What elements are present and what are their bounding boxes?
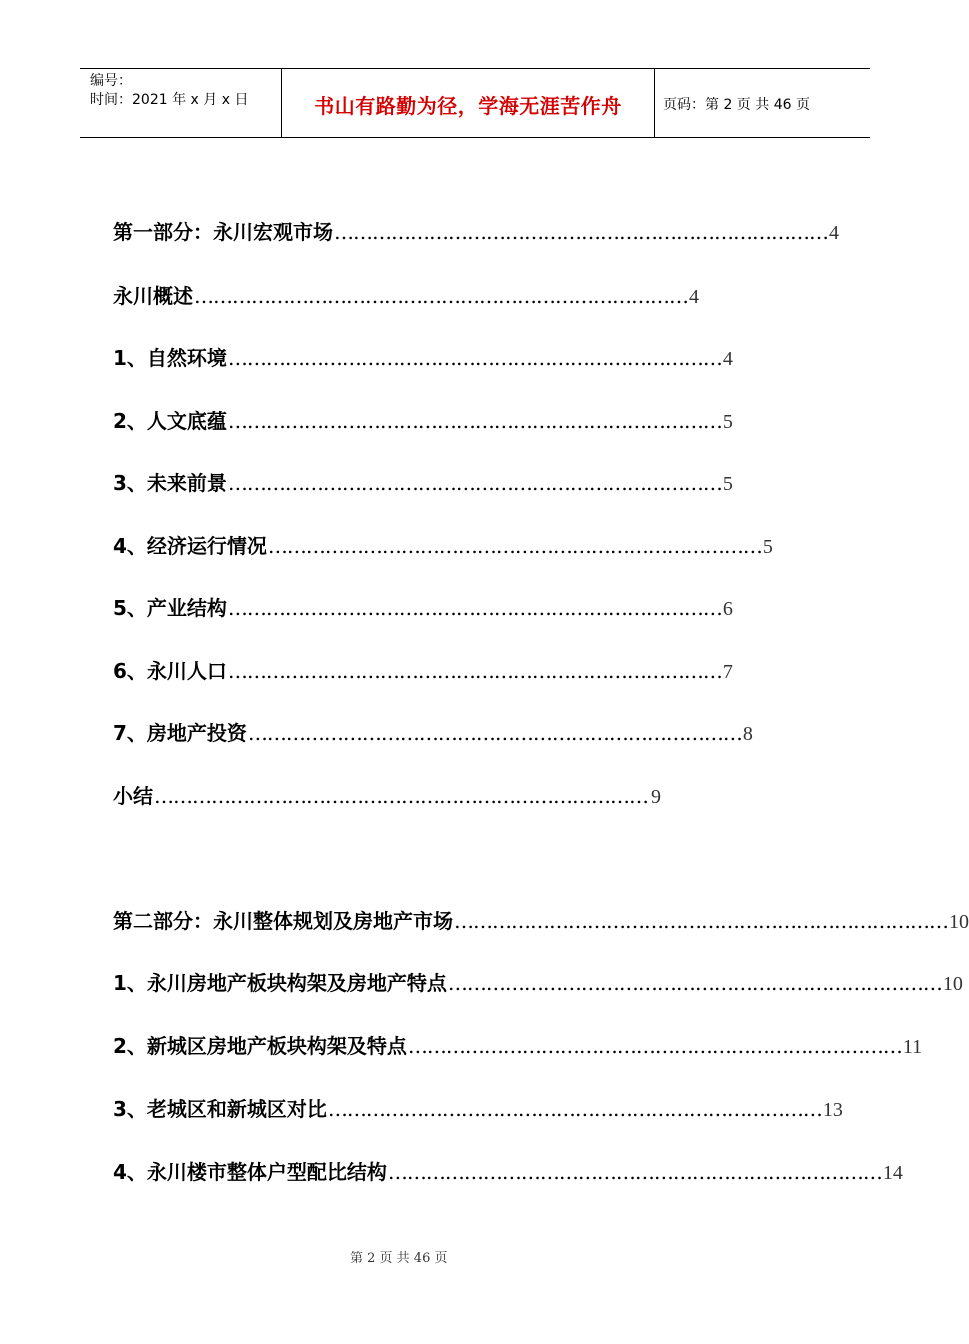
page-footer: 第 2 页 共 46 页 xyxy=(350,1251,448,1266)
toc-entry[interactable] xyxy=(113,780,661,808)
toc-entry-title: 4、永川楼市整体户型配比结构 xyxy=(113,1160,387,1184)
toc-entry-page: 11 xyxy=(902,1036,923,1058)
toc-entry-page: 10 xyxy=(949,911,969,933)
toc-entry-title: 6、永川人口 xyxy=(113,659,227,683)
toc-entry[interactable] xyxy=(113,1030,923,1058)
toc-entry-title: 7、房地产投资 xyxy=(113,721,247,745)
toc-entry-page: 5 xyxy=(722,411,733,433)
toc-entry-page: 13 xyxy=(822,1099,843,1121)
toc-entry-title: 第一部分：永川宏观市场 xyxy=(113,220,333,244)
toc-leader-dots: …………………………………………………………………… xyxy=(247,721,742,745)
toc-entry-title: 3、未来前景 xyxy=(113,471,227,495)
toc-entry-page: 4 xyxy=(722,348,733,370)
toc-entry[interactable] xyxy=(113,592,733,620)
toc-entry-page: 4 xyxy=(829,222,839,244)
toc-entry[interactable] xyxy=(113,405,733,433)
toc-entry[interactable] xyxy=(113,717,753,745)
header-motto: 书山有路勤为径，学海无涯苦作舟 xyxy=(314,94,622,118)
toc-leader-dots: …………………………………………………………………… xyxy=(227,346,722,370)
toc-entry-page: 7 xyxy=(722,661,733,683)
toc-entry-title: 第二部分：永川整体规划及房地产市场 xyxy=(113,909,453,933)
toc-entry[interactable] xyxy=(113,530,773,558)
toc-leader-dots: …………………………………………………………………… xyxy=(454,909,948,933)
toc-entry-page: 5 xyxy=(762,536,773,558)
toc-leader-dots: …………………………………………………………………… xyxy=(387,1160,882,1184)
toc-entry-page: 6 xyxy=(722,598,733,620)
toc-leader-dots: …………………………………………………………………… xyxy=(194,284,688,308)
toc-entry-page: 8 xyxy=(742,723,753,745)
toc-entry[interactable] xyxy=(113,967,963,995)
toc-entry-title: 1、自然环境 xyxy=(113,346,227,370)
toc-entry-title: 2、新城区房地产板块构架及特点 xyxy=(113,1034,407,1058)
toc-leader-dots: …………………………………………………………………… xyxy=(227,409,722,433)
toc-entry-page: 4 xyxy=(689,286,699,308)
toc-entry-page: 10 xyxy=(942,973,963,995)
toc-entry-title: 2、人文底蕴 xyxy=(113,409,227,433)
toc-entry-title: 1、永川房地产板块构架及房地产特点 xyxy=(113,971,447,995)
toc-leader-dots: …………………………………………………………………… xyxy=(334,220,828,244)
toc-entry[interactable] xyxy=(113,342,733,370)
toc-entry-title: 5、产业结构 xyxy=(113,596,227,620)
toc-entry[interactable] xyxy=(113,1093,843,1121)
toc-entry-title: 3、老城区和新城区对比 xyxy=(113,1097,327,1121)
toc-entry[interactable] xyxy=(113,280,699,308)
toc-leader-dots: …………………………………………………………………… xyxy=(407,1034,902,1058)
time-label: 时间：2021 年 x 月 x 日 xyxy=(90,92,249,108)
number-label: 编号： xyxy=(90,73,132,89)
header-page-info: 页码：第 2 页 共 46 页 xyxy=(663,97,810,113)
toc-entry-page: 14 xyxy=(882,1162,903,1184)
toc-leader-dots: …………………………………………………………………… xyxy=(227,471,722,495)
toc-leader-dots: …………………………………………………………………… xyxy=(227,596,722,620)
toc-leader-dots: …………………………………………………………………… xyxy=(447,971,942,995)
toc-entry-page: 9 xyxy=(651,786,661,808)
toc-entry[interactable] xyxy=(113,216,839,244)
toc-entry[interactable] xyxy=(113,1156,903,1184)
toc-entry-title: 永川概述 xyxy=(113,284,193,308)
toc-entry-title: 小结 xyxy=(113,784,153,808)
toc-leader-dots: …………………………………………………………………… xyxy=(154,784,648,808)
toc-leader-dots: …………………………………………………………………… xyxy=(327,1097,822,1121)
toc-entry-title: 4、经济运行情况 xyxy=(113,534,267,558)
toc-entry[interactable] xyxy=(113,467,733,495)
toc-entry-page: 5 xyxy=(722,473,733,495)
toc-entry[interactable] xyxy=(113,655,733,683)
toc-leader-dots: …………………………………………………………………… xyxy=(227,659,722,683)
toc-entry[interactable] xyxy=(113,905,969,933)
toc-leader-dots: …………………………………………………………………… xyxy=(267,534,762,558)
